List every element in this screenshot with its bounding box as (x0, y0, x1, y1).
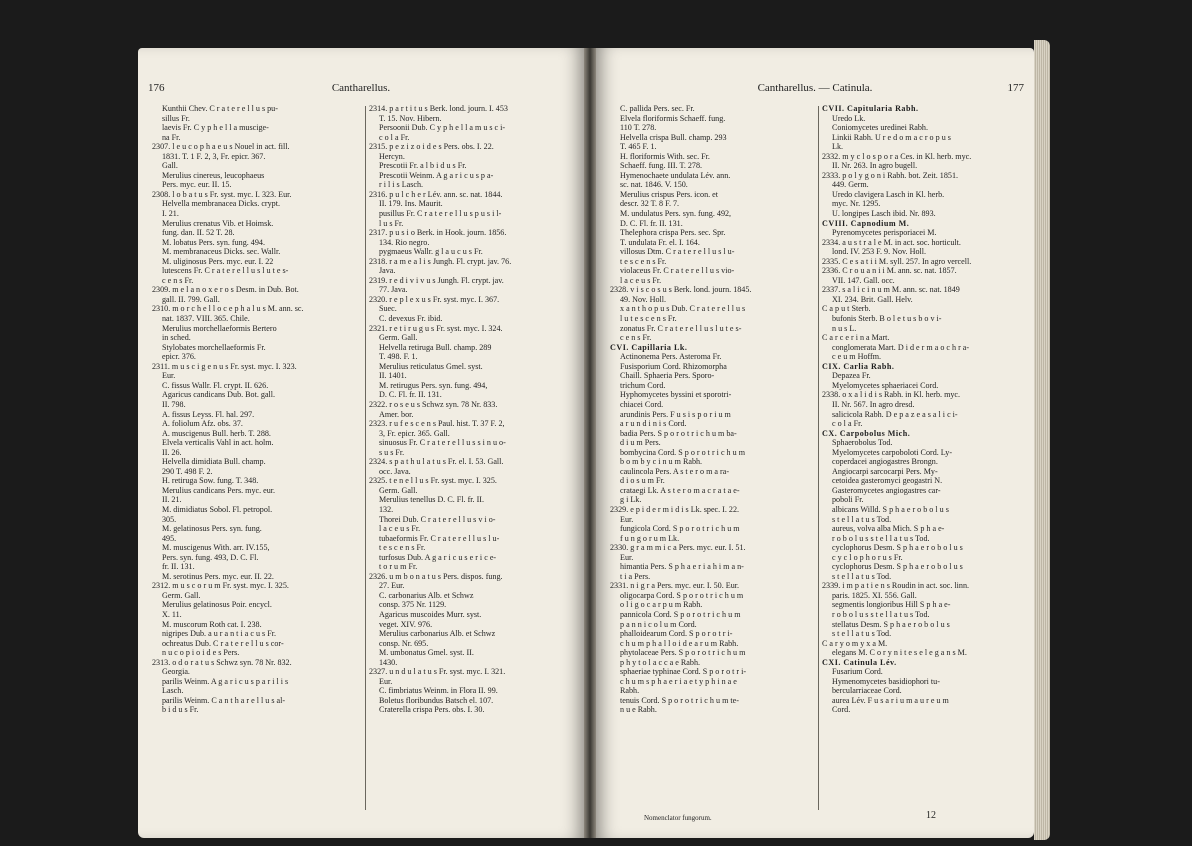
index-entry: coperdacei angiogastres Brongn. (832, 457, 938, 467)
index-entry: M. serotinus Pers. myc. eur. II. 22. (162, 571, 274, 581)
index-entry: Hyphomycetes byssini et sporotri- (620, 390, 732, 400)
index-entry: Fusisporium Cord. Rhizomorpha (620, 361, 727, 371)
index-entry: Agaricus candicans Dub. Bot. gall. (162, 390, 276, 400)
index-entry: Sphaerobolus Tod. (832, 438, 893, 448)
index-entry: s u s Fr. (379, 447, 405, 457)
index-entry: A. foliolum Afz. obs. 37. (162, 419, 243, 429)
index-entry: Linkii Rabh. U r e d o m a c r o p u s (832, 132, 951, 142)
index-entry: Helvella membranacea Dicks. crypt. (162, 199, 280, 209)
index-entry: M. lobatus Pers. syn. fung. 494. (162, 237, 265, 247)
index-entry: b o m b y c i n u m Rabh. (620, 457, 703, 467)
index-entry: aureus, volva alba Mich. S p h a e- (832, 524, 945, 534)
index-entry: 2314. p a r t i t u s Berk. lond. journ. I. 453 (369, 104, 508, 113)
index-entry: Eur. (620, 552, 634, 562)
index-entry: Merulius morchellaeformis Bertero (162, 323, 277, 333)
index-entry: Pers. syn. fung. 493, D. C. Fl. (162, 552, 259, 562)
index-entry: 2337. s a l i c i n u m M. ann. sc. nat. 1849 (822, 285, 960, 295)
index-entry: himantia Pers. S p h a e r i a h i m a n- (620, 562, 744, 572)
index-entry: 2315. p e z i z o i d e s Pers. obs. I. 22. (369, 142, 494, 152)
index-entry: 2308. l o b a t u s Fr. syst. myc. I. 323. Eur. (152, 189, 292, 199)
index-entry: bombycina Cord. S p o r o t r i c h u m (620, 447, 745, 457)
index-entry: l a c e u s Fr. (620, 275, 662, 285)
index-entry: Lk. (832, 142, 844, 152)
column-rule (365, 106, 366, 810)
index-entry: sphaeriae typhinae Cord. S p o r o t r i- (620, 667, 747, 677)
index-entry: C. devexus Fr. ibid. (379, 314, 443, 324)
index-entry: sinuosus Fr. C r a t e r e l l u s s i n u o- (379, 438, 506, 448)
index-entry: villosus Dtm. C r a t e r e l l u s l u- (620, 247, 735, 257)
index-entry: Germ. Gall. (162, 590, 201, 600)
index-entry: crataegi Lk. A s t e r o m a c r a t a e- (620, 485, 740, 495)
index-entry: XI. 234. Brit. Gall. Helv. (832, 294, 913, 304)
index-entry: U. longipes Lasch ibid. Nr. 893. (832, 209, 936, 219)
index-entry: 2325. t e n e l l u s Fr. syst. myc. I. 325. (369, 476, 497, 486)
index-entry: Eur. (162, 371, 176, 381)
index-entry: Hymenomycetes basidiophori tu- (832, 676, 940, 686)
right-page (596, 48, 1034, 838)
index-entry: poboli Fr. (832, 495, 864, 505)
index-entry: II. 798. (162, 399, 186, 409)
index-entry: Coniomycetes uredinei Rabh. (832, 123, 928, 133)
index-entry: occ. Java. (379, 466, 411, 476)
index-entry: segmentis longioribus Hill S p h a e- (832, 600, 951, 610)
index-entry: Suec. (379, 304, 397, 314)
index-entry: o l i g o c a r p u m Rabh. (620, 600, 703, 610)
index-entry: 2307. l e u c o p h a e u s Nouel in act. fill. (152, 142, 290, 152)
index-entry: Georgia. (162, 667, 190, 677)
index-entry: 3, Fr. epicr. 365. Gall. (379, 428, 450, 438)
index-entry: x a n t h o p u s Dub. C r a t e r e l l u s (620, 304, 746, 314)
right-page-number: 177 (1007, 82, 1024, 94)
index-entry: nat. 1837. VIII. 365. Chile. (162, 314, 250, 324)
index-entry: M. uliginosus Pers. myc. eur. I. 22 (162, 256, 274, 266)
index-entry: 2334. a u s t r a l e M. in act. soc. horticult. (822, 237, 961, 247)
index-entry: 2316. p u l c h e r Lév. ann. sc. nat. 1844. (369, 189, 503, 199)
section-heading: CXI. Catinula Lév. (822, 657, 897, 667)
index-entry: r i l i s Lasch. (379, 180, 424, 190)
index-entry: Rabh. (620, 686, 640, 696)
index-entry: d i o s u m Fr. (620, 476, 665, 486)
index-entry: Amer. bor. (379, 409, 414, 419)
index-entry: s t e l l a t u s Tod. (832, 571, 892, 581)
index-entry: Merulius candicans Pers. myc. eur. (162, 485, 276, 495)
index-entry: descr. 32 T. 8 F. 7. (620, 199, 680, 209)
index-entry: C a p u t Sterb. (822, 304, 871, 314)
index-entry: c e n s Fr. (620, 333, 652, 343)
section-heading: CVIII. Capnodium M. (822, 218, 910, 228)
index-entry: Hymenochaete undulata Lév. ann. (620, 170, 731, 180)
index-entry: 2328. v i s c o s u s Berk. lond. journ. 1845. (610, 285, 752, 295)
index-entry: Agaricus muscoides Murr. syst. (379, 609, 482, 619)
index-entry: l u s Fr. (379, 218, 404, 228)
index-entry: Merulius cinereus, leucophaeus (162, 170, 265, 180)
index-entry: tubaeformis Fr. C r a t e r e l l u s l u- (379, 533, 500, 543)
index-entry: T. 498. F. 1. (379, 352, 418, 362)
index-entry: C a r c e r i n a Mart. (822, 333, 890, 343)
index-entry: c o l a Fr. (379, 132, 410, 142)
index-entry: gall. II. 799. Gall. (162, 294, 220, 304)
index-entry: Angiocarpi sarcocarpi Pers. My- (832, 466, 938, 476)
index-entry: ochreatus Dub. C r a t e r e l l u s cor- (162, 638, 284, 648)
index-entry: Helvella retiruga Bull. champ. 289 (379, 342, 492, 352)
index-entry: Merulius carbonarius Alb. et Schwz (379, 629, 496, 639)
index-entry: Persoonii Dub. C y p h e l l a m u s c i- (379, 123, 506, 133)
index-entry: 2319. r e d i v i v u s Jungh. Fl. crypt. jav. (369, 275, 504, 285)
index-entry: Elvela floriformis Schaeff. fung. (620, 113, 726, 123)
left-column-2 (369, 104, 574, 715)
index-entry: lond. IV. 253 F. 9. Nov. Holl. (832, 247, 927, 257)
index-entry: g i Lk. (620, 495, 642, 505)
index-entry: 2329. e p i d e r m i d i s Lk. spec. I. 22. (610, 504, 740, 514)
column-rule (818, 106, 819, 810)
index-entry: 449. Germ. (832, 180, 869, 190)
index-entry: conglomerata Mart. D i d e r m a o c h r a- (832, 342, 970, 352)
index-entry: Merulius tenellus D. C. Fl. fr. II. (379, 495, 484, 505)
index-entry: 49. Nov. Holl. (620, 294, 667, 304)
index-entry: l u t e s c e n s Fr. (620, 314, 677, 324)
index-entry: d i u m Pers. (620, 438, 661, 448)
index-entry: p h y t o l a c c a e Rabh. (620, 657, 701, 667)
index-entry: 2327. u n d u l a t u s Fr. syst. myc. I. 321. (369, 667, 506, 677)
index-entry: X. 11. (162, 609, 182, 619)
index-entry: T. 465 F. 1. (620, 142, 657, 152)
index-entry: Uredo Lk. (832, 113, 866, 123)
index-entry: II. 26. (162, 447, 182, 457)
index-entry: s t e l l a t u s Tod. (832, 514, 892, 524)
index-entry: T. undulata Fr. el. I. 164. (620, 237, 700, 247)
index-entry: salicicola Rabh. D e p a z e a s a l i c i- (832, 409, 958, 419)
left-page-header: Cantharellus. (331, 82, 391, 94)
index-entry: Myelomycetes sphaeriacei Cord. (832, 380, 939, 390)
index-entry: parilis Weinm. C a n t h a r e l l u s al- (162, 695, 286, 705)
index-entry: Pyrenomycetes perisporiacei M. (832, 228, 937, 238)
index-entry: parilis Weinm. A g a r i c u s p a r i l i s (162, 676, 289, 686)
index-entry: 2321. r e t i r u g u s Fr. syst. myc. I. 324. (369, 323, 503, 333)
index-entry: paris. 1825. XI. 556. Gall. (832, 590, 917, 600)
index-entry: Thelephora crispa Pers. sec. Spr. (620, 228, 726, 238)
index-entry: M. gelatinosus Pers. syn. fung. (162, 524, 262, 534)
index-entry: elegans M. C o r y n i t e s e l e g a n s M. (832, 648, 967, 658)
index-entry: 77. Java. (379, 285, 408, 295)
index-entry: M. undulatus Pers. syn. fung. 492, (620, 209, 732, 219)
right-column-1 (610, 104, 818, 715)
index-entry: 2332. m y c l o s p o r a Ces. in Kl. herb. myc. (822, 151, 972, 161)
right-page-header: Cantharellus. — Catinula. (757, 82, 873, 94)
index-entry: 495. (162, 533, 177, 543)
index-entry: oligocarpa Cord. S p o r o t r i c h u m (620, 590, 744, 600)
index-entry: consp. 375 Nr. 1129. (379, 600, 447, 610)
index-entry: T. 15. Nov. Hibern. (379, 113, 442, 123)
index-entry: aurea Lév. F u s a r i u m a u r e u m (832, 695, 949, 705)
index-entry: Merulius reticulatus Gmel. syst. (379, 361, 483, 371)
index-entry: M. umbonatus Gmel. syst. II. (379, 648, 474, 658)
index-entry: Prescotii Fr. a l b i d u s Fr. (379, 161, 467, 171)
index-entry: C. pallida Pers. sec. Fr. (620, 104, 695, 113)
index-entry: 2309. m e l a n o x e r o s Desm. in Dub. Bot. (152, 285, 299, 295)
index-entry: 2318. r a m e a l i s Jungh. Fl. crypt. jav. 76. (369, 256, 512, 266)
index-entry: n u e Rabh. (620, 705, 657, 715)
index-entry: 2338. o x a l i d i s Rabh. in Kl. herb. myc. (822, 390, 961, 400)
index-entry: Helvella dimidiata Bull. champ. (162, 457, 266, 467)
index-entry: D. C. Fl. fr. II. 131. (620, 218, 683, 228)
index-entry: 290 T. 498 F. 2. (162, 466, 213, 476)
index-entry: Depazea Fr. (832, 371, 871, 381)
index-entry: badia Pers. S p o r o t r i c h u m ba- (620, 428, 737, 438)
index-entry: lutescens Fr. C r a t e r e l l u s l u t e s- (162, 266, 289, 276)
index-entry: A. muscigenus Bull. herb. T. 288. (162, 428, 271, 438)
index-entry: Helvella crispa Bull. champ. 293 (620, 132, 727, 142)
index-entry: II. Nr. 567. In agro dresd. (832, 399, 915, 409)
section-heading: CVII. Capitularia Rabh. (822, 104, 919, 113)
book-gutter (584, 48, 596, 838)
index-entry: fung. dan. II. 52 T. 28. (162, 228, 235, 238)
index-entry: bufonis Sterb. B o l e t u s b o v i- (832, 314, 942, 324)
index-entry: Hercyn. (379, 151, 405, 161)
index-entry: caulincola Pers. A s t e r o m a ra- (620, 466, 730, 476)
index-entry: Germ. Gall. (379, 485, 418, 495)
index-entry: p a n n i c o l u m Cord. (620, 619, 697, 629)
index-entry: 2339. i m p a t i e n s Roudin in act. soc. linn. (822, 581, 970, 591)
index-entry: chiacei Cord. (620, 399, 664, 409)
index-entry: Eur. (379, 676, 393, 686)
index-entry: tenuis Cord. S p o r o t r i c h u m te- (620, 695, 739, 705)
index-entry: VII. 147. Gall. occ. (832, 275, 895, 285)
index-entry: cetoidea gasteromyci geogastri N. (832, 476, 943, 486)
index-entry: pannicola Cord. S p o r o t r i c h u m (620, 609, 741, 619)
index-entry: t e s c e n s Fr. (620, 256, 667, 266)
index-entry: 1430. (379, 657, 398, 667)
index-entry: violaceus Fr. C r a t e r e l l u s vio- (620, 266, 735, 276)
index-entry: 2326. u m b o n a t u s Pers. dispos. fung. (369, 571, 503, 581)
index-entry: albicans Willd. S p h a e r o b o l u s (832, 504, 949, 514)
index-entry: II. 1401. (379, 371, 407, 381)
index-entry: C. fissus Wallr. Fl. crypt. II. 626. (162, 380, 269, 390)
index-entry: s t e l l a t u s Tod. (832, 629, 892, 639)
index-entry: t i a Pers. (620, 571, 651, 581)
index-entry: 2322. r o s e u s Schwz syn. 78 Nr. 833. (369, 399, 498, 409)
index-entry: M. retirugus Pers. syn. fung. 494, (379, 380, 488, 390)
index-entry: C. fimbriatus Weinm. in Flora II. 99. (379, 686, 498, 696)
index-entry: II. 179. Ins. Maurit. (379, 199, 443, 209)
index-entry: r o b o l u s s t e l l a t u s Tod. (832, 533, 930, 543)
section-heading: CIX. Carlia Rabh. (822, 361, 895, 371)
footer-signature: 12 (926, 810, 936, 821)
index-entry: t o r u m Fr. (379, 562, 418, 572)
index-entry: Thorei Dub. C r a t e r e l l u s v i o- (379, 514, 496, 524)
index-entry: 27. Eur. (379, 581, 405, 591)
index-entry: Merulius crenatus Vib. et Hoimsk. (162, 218, 274, 228)
index-entry: C. carbonarius Alb. et Schwz (379, 590, 474, 600)
index-entry: phalloidearum Cord. S p o r o t r i- (620, 629, 733, 639)
footer-title: Nomenclator fungorum. (644, 814, 712, 822)
index-entry: sc. nat. 1846. V. 150. (620, 180, 688, 190)
index-entry: M. membranaceus Dicks. sec. Wallr. (162, 247, 281, 257)
index-entry: H. retiruga Sow. fung. T. 348. (162, 476, 259, 486)
index-entry: Kunthii Chev. C r a t e r e l l u s pu- (162, 104, 278, 113)
index-entry: 2333. p o l y g o n i Rabh. bot. Zeit. 1851. (822, 170, 959, 180)
index-entry: M. muscorum Roth cat. I. 238. (162, 619, 262, 629)
index-entry: fungicola Cord. S p o r o t r i c h u m (620, 524, 740, 534)
index-entry: pygmaeus Wallr. g l a u c u s Fr. (379, 247, 483, 257)
index-entry: b i d u s Fr. (162, 705, 199, 715)
index-entry: Eur. (620, 514, 634, 524)
section-heading: CVI. Capillaria Lk. (610, 342, 688, 352)
index-entry: M. muscigenus With. arr. IV.155, (162, 543, 270, 553)
index-entry: trichum Cord. (620, 380, 666, 390)
index-entry: Actinonema Pers. Asteroma Fr. (620, 352, 722, 362)
index-entry: fr. II. 131. (162, 562, 195, 572)
index-entry: Schaeff. fung. III. T. 278. (620, 161, 703, 171)
index-entry: f u n g o r u m Lk. (620, 533, 680, 543)
index-entry: Pers. myc. eur. II. 15. (162, 180, 232, 190)
index-entry: na Fr. (162, 132, 181, 142)
index-entry: t e s c e n s Fr. (379, 543, 426, 553)
index-entry: in sched. (162, 333, 191, 343)
index-entry: 110 T. 278. (620, 123, 657, 133)
index-entry: Java. (379, 266, 396, 276)
index-entry: Cord. (832, 705, 851, 715)
index-entry: cyclophorus Desm. S p h a e r o b o l u s (832, 562, 963, 572)
index-entry: Boletus floribundus Batsch el. 107. (379, 695, 494, 705)
index-entry: 2336. C r o u a n i i M. ann. sc. nat. 1857. (822, 266, 957, 276)
left-page-number: 176 (148, 82, 165, 94)
index-entry: 2331. n i g r a Pers. myc. eur. I. 50. Eur. (610, 581, 740, 591)
index-entry: laevis Fr. C y p h e l l a muscige- (162, 123, 269, 133)
section-heading: CX. Carpobolus Mich. (822, 428, 911, 438)
index-entry: Lasch. (162, 686, 184, 696)
index-entry: myc. Nr. 1295. (832, 199, 881, 209)
index-entry: n u s L. (832, 323, 857, 333)
index-entry: 2317. p u s i o Berk. in Hook. journ. 1856. (369, 228, 507, 238)
index-entry: phytolaceae Pers. S p o r o t r i c h u m (620, 648, 746, 658)
index-entry: 1831. T. 1 F. 2, 3, Fr. epicr. 367. (162, 151, 266, 161)
index-entry: bercularriaceae Cord. (832, 686, 902, 696)
index-entry: A. fissus Leyss. Fl. hal. 297. (162, 409, 255, 419)
index-entry: M. dimidiatus Sobol. Fl. petropol. (162, 504, 273, 514)
index-entry: c h u m s p h a e r i a e t y p h i n a e (620, 676, 737, 686)
index-entry: Fusarium Cord. (832, 667, 883, 677)
index-entry: r o b o l u s s t e l l a t u s Tod. (832, 609, 930, 619)
index-entry: Prescotii Weinm. A g a r i c u s p a- (379, 170, 494, 180)
left-page (138, 48, 584, 838)
index-entry: a r u n d i n i s Cord. (620, 419, 687, 429)
index-entry: Uredo clavigera Lasch in Kl. herb. (832, 189, 945, 199)
index-entry: 305. (162, 514, 177, 524)
index-entry: 2312. m u s c o r u m Fr. syst. myc. I. 325. (152, 581, 289, 591)
index-entry: c e u m Hoffm. (832, 352, 882, 362)
index-entry: 2323. r u f e s c e n s Paul. hist. T. 37 F. 2, (369, 419, 505, 429)
index-entry: c y c l o p h o r u s Fr. (832, 552, 903, 562)
index-entry: c o l a Fr. (832, 419, 863, 429)
index-entry: veget. XIV. 976. (379, 619, 433, 629)
index-entry: 134. Rio negro. (379, 237, 430, 247)
index-entry: Gasteromycetes angiogastres car- (832, 485, 941, 495)
index-entry: 2311. m u s c i g e n u s Fr. syst. myc. I. 323. (152, 361, 297, 371)
index-entry: c e n s Fr. (162, 275, 194, 285)
index-entry: I. 21. (162, 209, 179, 219)
index-entry: Elvela verticalis Vahl in act. holm. (162, 438, 274, 448)
index-entry: Germ. Gall. (379, 333, 418, 343)
index-entry: H. floriformis With. sec. Fr. (620, 151, 710, 161)
index-entry: epicr. 376. (162, 352, 196, 362)
index-entry: cyclophorus Desm. S p h a e r o b o l u s (832, 543, 963, 553)
index-entry: consp. Nr. 695. (379, 638, 429, 648)
index-entry: 2320. r e p l e x u s Fr. syst. myc. I. 367. (369, 294, 500, 304)
page-edge-stack (1034, 40, 1050, 840)
index-entry: sillus Fr. (162, 113, 190, 123)
index-entry: D. C. Fl. fr. II. 131. (379, 390, 442, 400)
index-entry: 132. (379, 504, 394, 514)
index-entry: Stylobates morchellaeformis Fr. (162, 342, 266, 352)
index-entry: Merulius crispus Pers. icon. et (620, 189, 719, 199)
index-entry: pusillus Fr. C r a t e r e l l u s p u s i l- (379, 209, 502, 219)
index-entry: Chaill. Sphaeria Pers. Sporo- (620, 371, 715, 381)
right-column-2 (822, 104, 1026, 715)
index-entry: turfosus Dub. A g a r i c u s e r i c e- (379, 552, 497, 562)
index-entry: C a r y o m y x a M. (822, 638, 888, 648)
index-entry: Myelomycetes carpoboloti Cord. Ly- (832, 447, 953, 457)
index-entry: Craterella crispa Pers. obs. I. 30. (379, 705, 485, 715)
index-entry: l a c e u s Fr. (379, 524, 421, 534)
index-entry: 2313. o d o r a t u s Schwz syn. 78 Nr. 832. (152, 657, 292, 667)
index-entry: nigripes Dub. a u r a n t i a c u s Fr. (162, 629, 276, 639)
index-entry: 2330. g r a m m i c a Pers. myc. eur. I. 51. (610, 543, 746, 553)
index-entry: II. 21. (162, 495, 182, 505)
index-entry: zonatus Fr. C r a t e r e l l u s l u t e s- (620, 323, 742, 333)
index-entry: 2310. m o r c h e l l o c e p h a l u s M. ann. sc. (152, 304, 304, 314)
left-column-1 (152, 104, 364, 715)
index-entry: 2335. C e s a t i i M. syll. 257. In agro vercell. (822, 256, 972, 266)
index-entry: c h u m p h a l l o i d e a r u m Rabh. (620, 638, 739, 648)
index-entry: 2324. s p a t h u l a t u s Fr. el. I. 53. Gall. (369, 457, 504, 467)
index-entry: Merulius gelatinosus Poir. encycl. (162, 600, 272, 610)
index-entry: II. Nr. 263. In agro bugell. (832, 161, 918, 171)
index-entry: stellatus Desm. S p h a e r o b o l u s (832, 619, 950, 629)
index-entry: arundinis Pers. F u s i s p o r i u m (620, 409, 731, 419)
index-entry: n u c o p i o i d e s Pers. (162, 648, 240, 658)
index-entry: Gall. (162, 161, 178, 171)
